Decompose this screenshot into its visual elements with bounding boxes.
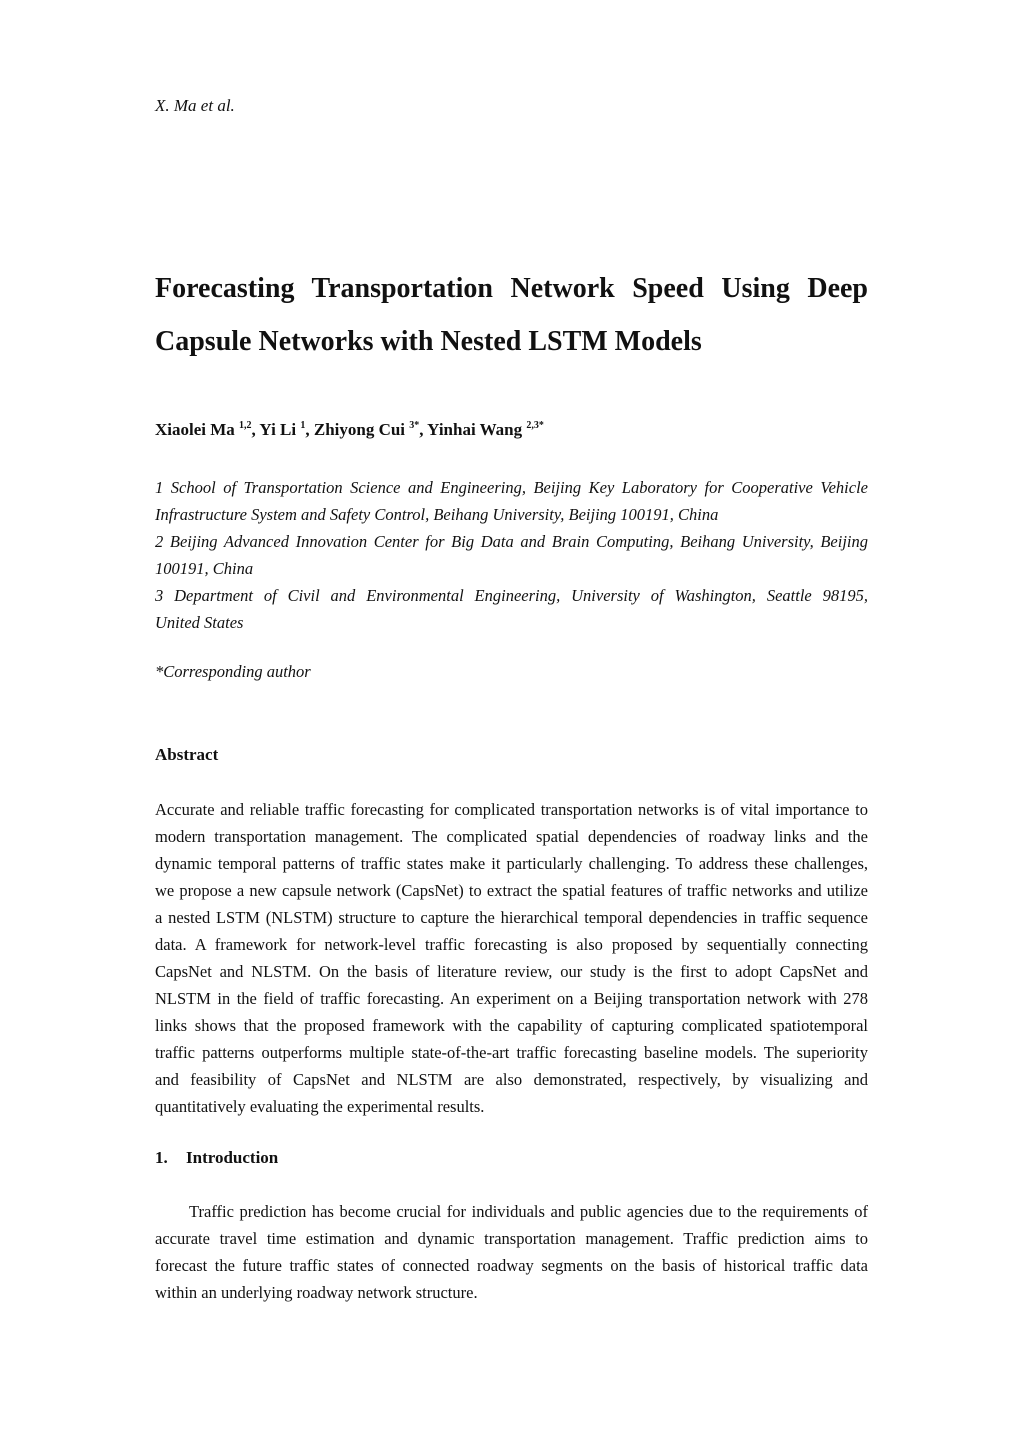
corresponding-author-note: *Corresponding author: [155, 662, 311, 681]
introduction-line: within an underlying roadway network structure.: [155, 1283, 478, 1302]
abstract-heading: Abstract: [155, 745, 219, 764]
abstract-line: Accurate and reliable traffic forecasting for complicated transportation networks is of vital importance to: [155, 800, 868, 819]
affiliation-line: Infrastructure System and Safety Control, Beihang University, Beijing 100191, China: [155, 505, 719, 524]
title-line: Capsule Networks with Nested LSTM Models: [155, 326, 702, 357]
section-title: Introduction: [186, 1148, 279, 1167]
affiliation-line: United States: [155, 613, 244, 632]
introduction-body: [155, 1198, 868, 1306]
affiliation-line: 100191, China: [155, 559, 254, 578]
abstract-line: links shows that the proposed framework with the capability of capturing complicated spatiotemporal: [155, 1016, 868, 1035]
author-separator: ,: [305, 420, 314, 439]
author-affiliation-marker: 3*: [409, 420, 420, 431]
abstract-line: data. A framework for network-level traffic forecasting is also proposed by sequentially connecting: [155, 935, 868, 954]
abstract-line: NLSTM in the field of traffic forecasting. An experiment on a Beijing transportation network with 278: [155, 989, 868, 1008]
section-number: 1.: [155, 1148, 168, 1167]
affiliation: [155, 528, 868, 582]
introduction-line: forecast the future traffic states of connected roadway segments on the basis of historical traffic data: [155, 1256, 868, 1275]
running-header: X. Ma et al.: [155, 96, 235, 115]
author-affiliation-marker: 2,3*: [526, 420, 544, 431]
abstract-line: and feasibility of CapsNet and NLSTM are also demonstrated, respectively, by visualizing and: [155, 1070, 868, 1089]
abstract-line: dynamic temporal patterns of traffic states make it particularly challenging. To address these challenges,: [155, 854, 868, 873]
affiliation-line: 1 School of Transportation Science and Engineering, Beijing Key Laboratory for Cooperative Vehicle: [155, 478, 868, 497]
author-name: Xiaolei Ma: [155, 420, 235, 439]
affiliation-line: 3 Department of Civil and Environmental Engineering, University of Washington, Seattle 98195,: [155, 586, 868, 605]
author-affiliation-marker: 1: [300, 420, 306, 431]
author-affiliation-marker: 1,2: [239, 420, 252, 431]
author-separator: ,: [251, 420, 260, 439]
paper-title: [155, 262, 868, 368]
abstract-line: a nested LSTM (NLSTM) structure to capture the hierarchical temporal dependencies in traffic sequence: [155, 908, 868, 927]
introduction-line: Traffic prediction has become crucial for individuals and public agencies due to the requirements of: [189, 1202, 868, 1221]
abstract-line: modern transportation management. The complicated spatial dependencies of roadway links and the: [155, 827, 868, 846]
introduction-line: accurate travel time estimation and dynamic transportation management. Traffic prediction aims to: [155, 1229, 868, 1248]
author-name: Zhiyong Cui: [313, 420, 406, 439]
abstract-line: CapsNet and NLSTM. On the basis of literature review, our study is the first to adopt CapsNet and: [155, 962, 868, 981]
section-heading: [155, 1148, 278, 1168]
abstract-line: we propose a new capsule network (CapsNet) to extract the spatial features of traffic networks and utilize: [155, 881, 868, 900]
affiliation: [155, 582, 868, 636]
abstract-body: [155, 796, 868, 1120]
author-separator: ,: [419, 420, 428, 439]
affiliation-line: 2 Beijing Advanced Innovation Center for Big Data and Brain Computing, Beihang University, Beijing: [155, 532, 868, 551]
author-name: Yi Li: [259, 420, 297, 439]
author-name: Yinhai Wang: [427, 420, 523, 439]
affiliation: [155, 474, 868, 528]
abstract-line: quantitatively evaluating the experimental results.: [155, 1097, 485, 1116]
title-line: Forecasting Transportation Network Speed Using Deep: [155, 273, 868, 304]
abstract-line: traffic patterns outperforms multiple state-of-the-art traffic forecasting baseline models. The superiority: [155, 1043, 868, 1062]
author-list: [155, 420, 544, 440]
